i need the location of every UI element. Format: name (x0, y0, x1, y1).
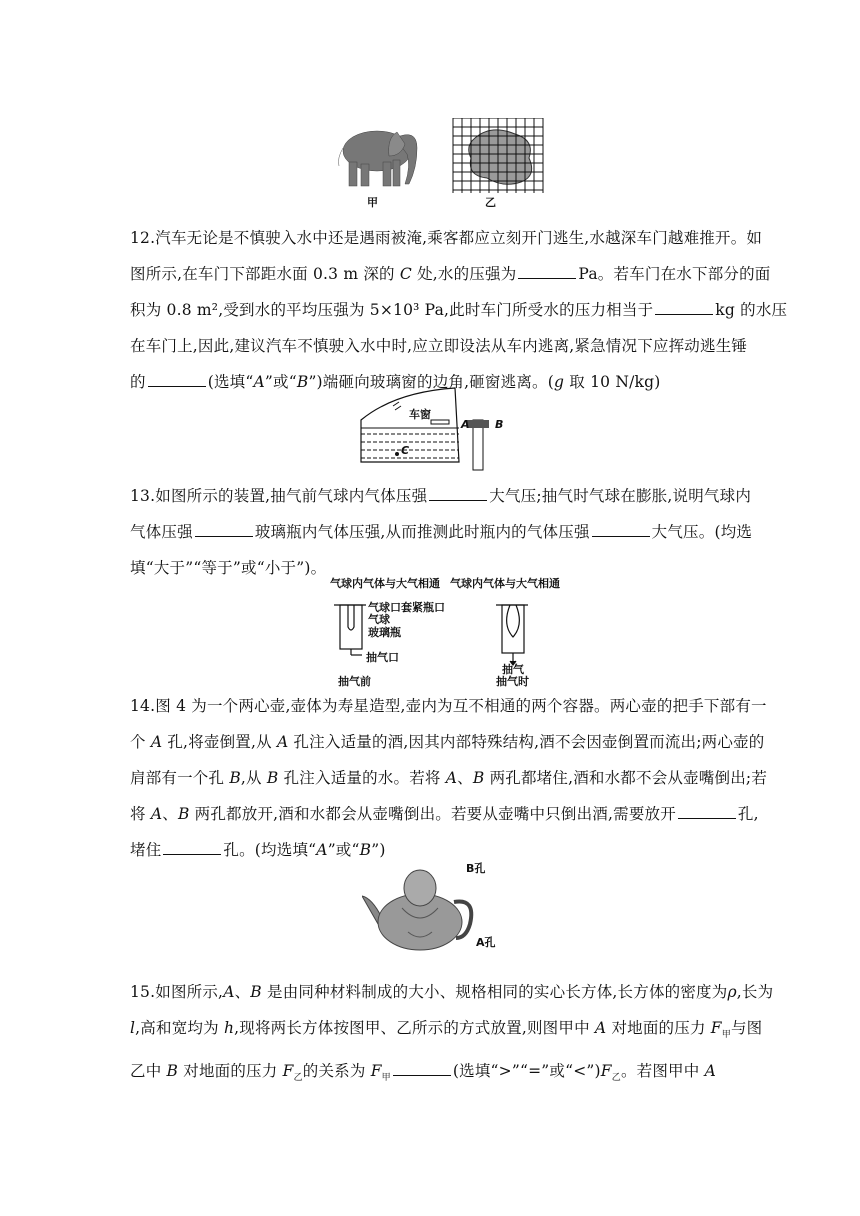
elephant-and-grid-figure (325, 118, 545, 213)
label-car-window: 车窗 (409, 408, 431, 421)
label-air-connected-2: 气球内气体与大气相通 (450, 577, 560, 590)
q12-line-4: 在车门上,因此,建议汽车不慎驶入水中时,应立即设法从车内逃离,紧急情况下应挥动逃生锤 (130, 337, 748, 355)
label-b: B (495, 418, 504, 431)
figure-11 (325, 118, 545, 213)
q12-line-2: 图所示,在车门下部距水面 0.3 m 深的 C 处,水的压强为 Pa。若车门在水下部分的面 (130, 265, 771, 283)
question-13 (130, 478, 753, 586)
question-15 (130, 974, 774, 1096)
answer-blank[interactable] (163, 840, 221, 855)
grid-area-diagram (453, 118, 543, 193)
question-12 (130, 220, 788, 400)
question-14 (130, 688, 768, 868)
answer-blank[interactable] (429, 486, 487, 501)
car-window-figure (355, 384, 515, 474)
q13-line-3: 填“大于”“等于”或“小于”)。 (130, 559, 327, 577)
q14-line-3: 肩部有一个孔 B,从 B 孔注入适量的水。若将 A、B 两孔都堵住,酒和水都不会从壶嘴倒出;若 (130, 769, 768, 787)
label-air-connected-1: 气球内气体与大气相通 (330, 577, 440, 590)
label-c: C (401, 444, 410, 457)
answer-blank[interactable] (678, 804, 736, 819)
label-balloon: 气球 (368, 613, 390, 626)
answer-blank[interactable] (393, 1061, 451, 1076)
figure-caption-yi: 乙 (485, 196, 496, 209)
balloon-jar-figure (330, 575, 560, 687)
figure-caption-jia: 甲 (367, 196, 378, 209)
label-glass-jar: 玻璃瓶 (368, 626, 401, 639)
q14-line-5: 堵住 孔。(均选填“A”或“B”) (130, 841, 386, 859)
caption-during: 抽气时 (496, 675, 529, 688)
label-balloon-mouth: 气球口套紧瓶口 (368, 601, 445, 614)
caption-before: 抽气前 (338, 675, 371, 688)
label-hole-b: B孔 (466, 862, 486, 875)
q15-line-3: 乙中 B 对地面的压力 $F_乙$的关系为 $F_甲$ (选填“>”“=”或“$<”)F_乙$。若图甲中 A (130, 1062, 716, 1084)
answer-blank[interactable] (518, 264, 576, 279)
q14-line-2: 个 A 孔,将壶倒置,从 A 孔注入适量的酒,因其内部特殊结构,酒不会因壶倒置而流出;两心壶的 (130, 733, 765, 751)
q15-line-2: l,高和宽均为 h,现将两长方体按图甲、乙所示的方式放置,则图甲中 A 对地面的压力 $F_甲$与图 (130, 1019, 763, 1041)
label-pump: 抽气 (502, 663, 524, 676)
answer-blank[interactable] (592, 522, 650, 537)
label-a: A (461, 418, 470, 431)
q12-line-1: 12.汽车无论是不慎驶入水中还是遇雨被淹,乘客都应立刻开门逃生,水越深车门越难推开。如 (130, 229, 763, 247)
label-outlet: 抽气口 (366, 651, 399, 664)
answer-blank[interactable] (148, 372, 206, 387)
q14-line-1: 14.图 4 为一个两心壶,壶体为寿星造型,壶内为互不相通的两个容器。两心壶的把手下部有一 (130, 697, 767, 715)
teapot-figure (362, 858, 502, 954)
q12-line-3: 积为 0.8 m²,受到水的平均压强为 5×10³ Pa,此时车门所受水的压力相当于 kg 的水压 (130, 301, 788, 319)
q13-line-2: 气体压强 玻璃瓶内气体压强,从而推测此时瓶内的气体压强 大气压。(均选 (130, 523, 753, 541)
answer-blank[interactable] (655, 300, 713, 315)
elephant-image (339, 131, 418, 186)
q13-line-1: 13.如图所示的装置,抽气前气球内气体压强 大气压;抽气时气球在膨胀,说明气球内 (130, 487, 752, 505)
label-hole-a: A孔 (476, 936, 496, 949)
q14-line-4: 将 A、B 两孔都放开,酒和水都会从壶嘴倒出。若要从壶嘴中只倒出酒,需要放开 孔, (130, 805, 759, 823)
q12-line-5: 的 (选填“A”或“B”)端砸向玻璃窗的边角,砸窗逃离。(g 取 10 N/kg) (130, 373, 661, 391)
q15-line-1: 15.如图所示,A、B 是由同种材料制成的大小、规格相同的实心长方体,长方体的密度为ρ,长为 (130, 983, 774, 1001)
answer-blank[interactable] (195, 522, 253, 537)
